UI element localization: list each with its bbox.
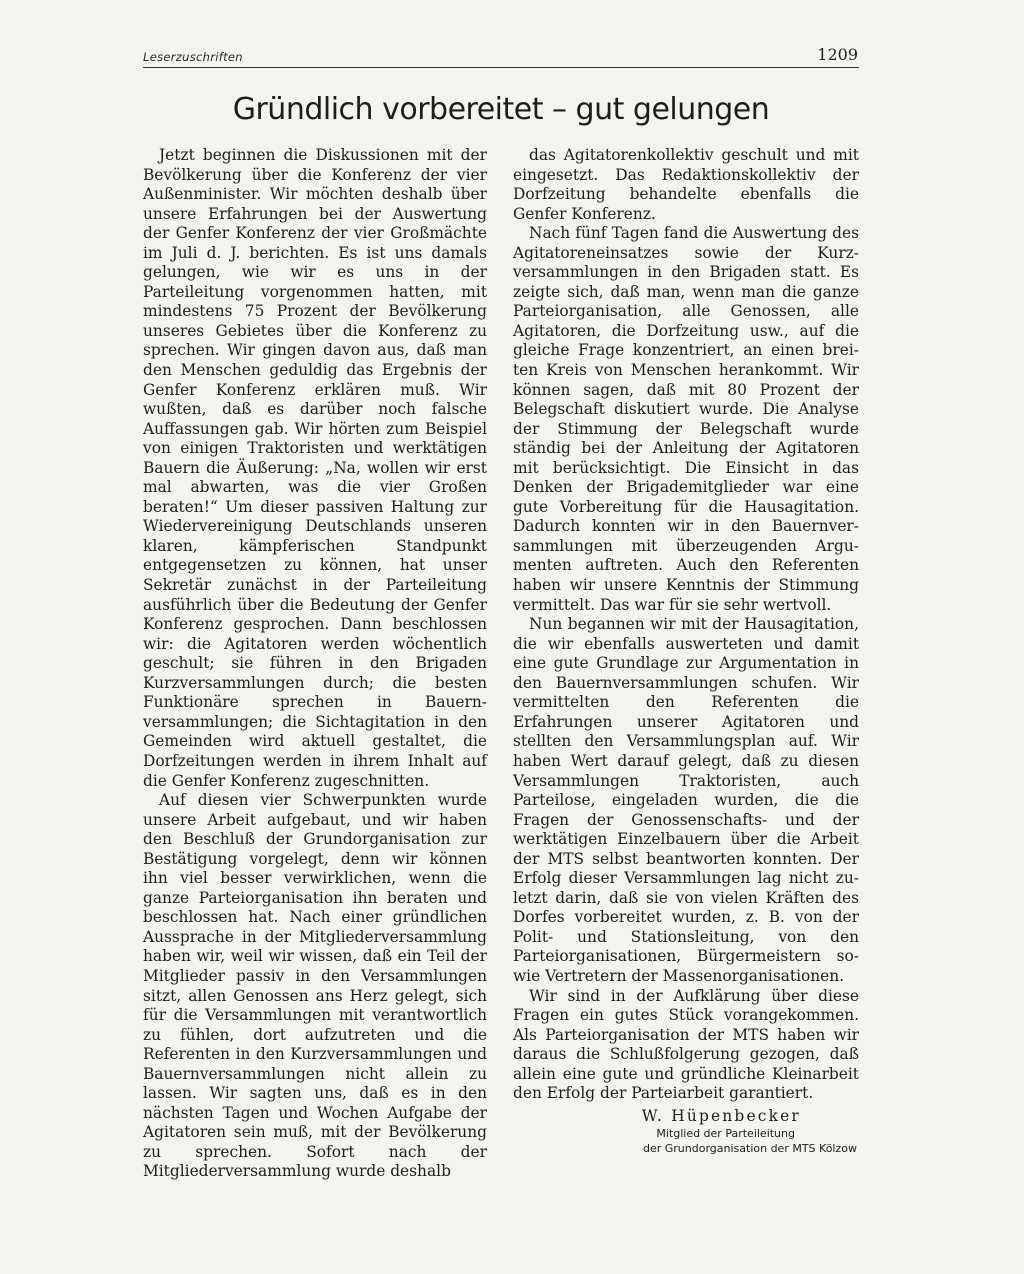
left-column: [143, 146, 487, 1182]
author-role: Mitglied der Parteileitung: [656, 1126, 795, 1140]
running-head: Leserzuschriften: [143, 50, 243, 64]
paragraph: Nun begannen wir mit der Hausagitation, die wir ebenfalls auswerteten und damit eine gute Grundlage zur Argumentation in den Bauernversammlungen schufen. Wir vermittelten den Referenten die Erfahrungen unserer Agitatoren und stellten den Versammlungsplan auf. Wir haben Wert darauf gelegt, daß zu diesen Versammlungen Traktoristen, auch Parteilose, eingeladen wurden, die die Fragen der Genossenschafts- und der werktätigen Einzelbauern über die Arbeit der MTS selbst beantworten konnten. Der Erfolg dieser Versammlungen lag nicht zuletzt darin, daß sie von vielen Kräften des Dorfes vorbereitet wurden, z. B. von der Polit- und Stationsleitung, von den Parteiorganisationen, Bürgermeistern sowie Vertretern der Massenorganisationen.: [513, 615, 859, 985]
paragraph: Auf diesen vier Schwerpunkten wurde unsere Arbeit aufgebaut, und wir haben den Beschluß der Grundorganisation zur Bestätigung vorgelegt, denn wir können ihn viel besser verwirklichen, wenn die ganze Parteiorganisation ihn beraten und beschlossen hat. Nach einer gründlichen Aussprache in der Mitgliederversammlung haben wir, weil wir wissen, daß ein Teil der Mitglieder passiv in den Versammlungen sitzt, allen Genossen ans Herz gelegt, sich für die Versammlungen mit verantwortlich zu fühlen, dort aufzutreten und die Referenten in den Kurzversammlungen und Bauernversammlungen nicht allein zu lassen. Wir sagten uns, daß es in den nächsten Tagen und Wochen Aufgabe der Agitatoren sein muß, mit der Bevölkerung zu sprechen. Sofort nach der Mitgliederversammlung wurde deshalb: [143, 791, 487, 1181]
article-title: Gründlich vorbereitet – gut gelungen: [232, 92, 770, 127]
right-column: [513, 146, 859, 1156]
author-organization: der Grundorganisation der MTS Kölzow: [642, 1141, 857, 1155]
paragraph: Wir sind in der Aufklärung über diese Fragen ein gutes Stück vorangekommen. Als Parteiorganisation der MTS haben wir daraus die Schlußfolgerung gezogen, daß allein eine gute und gründliche Kleinarbeit den Erfolg der Parteiarbeit garantiert.: [513, 986, 859, 1103]
paragraph: Jetzt beginnen die Diskussionen mit der Bevölkerung über die Konferenz der vier Außenminister. Wir möchten deshalb über unsere Erfahrungen bei der Auswertung der Genfer Konferenz der vier Großmächte im Juli d. J. berichten. Es ist uns damals gelungen, wie wir es uns in der Parteileitung vorgenommen hatten, mit mindestens 75 Prozent der Bevölkerung unseres Gebietes über die Konferenz zu sprechen. Wir gingen davon aus, daß man den Menschen geduldig das Ergebnis der Genfer Konferenz erklären muß. Wir wußten, daß es darüber noch falsche Auffassungen gab. Wir hörten zum Beispiel von einigen Traktoristen und werktätigen Bauern die Äußerung: „Na, wollen wir erst mal abwarten, was die vier Großen beraten!“ Um dieser passiven Haltung zur Wiedervereinigung Deutschlands unseren klaren, kämpferischen Standpunkt entgegensetzen zu können, hat unser Sekretär zunächst in der Parteileitung ausführlich über die Bedeutung der Genfer Konferenz gesprochen. Dann beschlossen wir: die Agitatoren werden wöchentlich geschult; sie führen in den Brigaden Kurzversammlungen durch; die besten Funktionäre sprechen in Bauernversammlungen; die Sichtagitation in den Gemeinden wird aktuell gestaltet, die Dorfzeitungen werden in ihrem Inhalt auf die Genfer Konferenz zugeschnitten.: [143, 146, 487, 790]
page-number: 1209: [817, 45, 858, 64]
paragraph: das Agitatorenkollektiv geschult und mit eingesetzt. Das Redaktionskollektiv der Dorfzeitung behandelte ebenfalls die Genfer Konferenz.: [513, 146, 859, 223]
signature-block: [513, 1106, 859, 1156]
paragraph: Nach fünf Tagen fand die Auswertung des Agitatoreneinsatzes sowie der Kurzversammlungen in den Brigaden statt. Es zeigte sich, daß man, wenn man die ganze Parteiorganisation, alle Genossen, alle Agitatoren, die Dorfzeitung usw., auf die gleiche Frage konzentriert, an einen breiten Kreis von Menschen herankommt. Wir können sagen, daß mit 80 Prozent der Belegschaft diskutiert wurde. Die Analyse der Stimmung der Belegschaft wurde ständig bei der Anleitung der Agitatoren mit berücksichtigt. Die Einsicht in das Denken der Brigademitglieder war eine gute Vorbereitung für die Hausagitation. Dadurch konnten wir in den Bauernversammlungen mit überzeugenden Argumenten auftreten. Auch den Referenten haben wir unsere Kenntnis der Stimmung vermittelt. Das war für sie sehr wertvoll.: [513, 224, 859, 614]
header-rule: [143, 67, 859, 68]
author-name: W. Hüpenbecker: [641, 1106, 801, 1125]
